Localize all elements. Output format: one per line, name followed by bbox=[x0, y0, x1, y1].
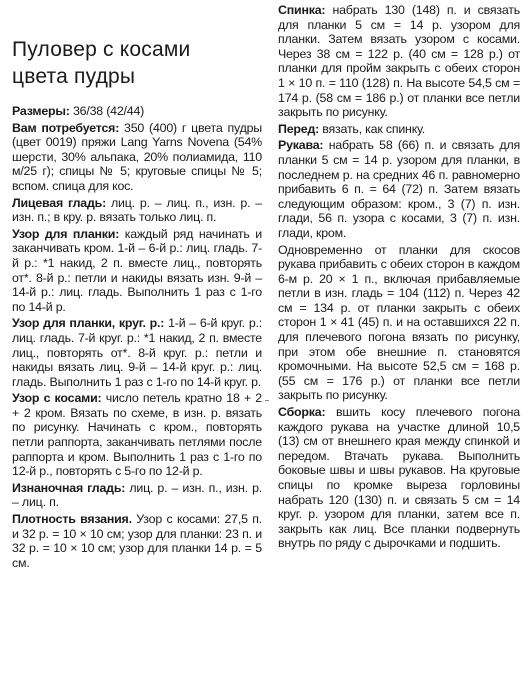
gauge-text: Узор с косами: 27,5 п. и 32 р. = 10 × 10 см; узор для планки: 23 п. и 32 р. = 10 × 10 см; узор для планки 14 р. = 5 см. bbox=[12, 512, 262, 570]
border-pattern-text: каждый ряд начинать и заканчивать кром. 1-й – 6-й р.: лиц. гладь. 7-й р.: *1 накид, 2 п. вместе лиц., повторять от*. 8-й р.: петли и накиды вязать изн. 9-й – 14-й р.: лиц. гладь. Выполнить 1 раз с 1-го по 14-й р. bbox=[12, 226, 262, 314]
front-label: Перед: bbox=[278, 121, 320, 136]
sizes-paragraph bbox=[12, 104, 262, 119]
sleeves-label: Рукава: bbox=[278, 138, 324, 153]
front-paragraph bbox=[278, 122, 520, 137]
border-pattern-label: Узор для планки: bbox=[12, 226, 120, 241]
border-pattern-paragraph bbox=[12, 227, 262, 315]
materials-text: 350 (400) г цвета пудры (цвет 0019) пряжи Lang Yarns Novena (54% шерсти, 30% альпака, 20% полиамида, 110 м/25 г); спицы № 5; круговые спицы № 5; вспом. спица для кос. bbox=[12, 120, 262, 193]
border-round-paragraph bbox=[12, 316, 262, 389]
back-paragraph bbox=[278, 3, 520, 120]
sizes-label: Размеры: bbox=[12, 104, 70, 118]
sleeves-paragraph bbox=[278, 138, 520, 240]
right-column bbox=[278, 0, 520, 551]
sleeves-shaping-text: Одновременно от планки для скосов рукава прибавить с обеих сторон в каждом 6-м р. 20 × 1 п., включая прибавляемые петли в изн. гладь = 104 (112) п. Через 42 см = 134 р. от планки закрыть с обеих сторон 1 × 41 (45) п. и на оставшихся 22 п. для плечевого погона вязать по рисунку, при этом обе внешние п. становятся кромочными. На высоте 52,5 см = 168 р. (55 см = 176 р.) от планки все петли закрыть по рисунку. bbox=[278, 242, 520, 403]
reverse-stockinette-paragraph bbox=[12, 481, 262, 510]
gauge-paragraph bbox=[12, 512, 262, 570]
assembly-paragraph bbox=[278, 405, 520, 551]
cable-pattern-label: Узор с косами: bbox=[12, 391, 102, 406]
gauge-label: Плотность вязания. bbox=[12, 512, 132, 527]
reverse-stockinette-label: Изнаночная гладь: bbox=[12, 480, 126, 495]
stockinette-label: Лицевая гладь: bbox=[12, 195, 107, 210]
assembly-label: Сборка: bbox=[278, 405, 326, 420]
title-line-1: Пуловер с косами bbox=[12, 38, 191, 61]
assembly-text: вшить косу плечевого погона каждого рукава на участке длиной 10,5 (13) см от внешнего края между спинкой и передом. Втачать рукава. Выполнить боковые швы и швы рукавов. На круговые спицы по кромке выреза горловины набрать 120 (130) п. и связать 5 см = 14 круг. р. узором для планки, затем все п. закрыть как лиц. Все планки подвернуть внутрь по ряду с дырочками и подшить. bbox=[278, 405, 520, 551]
stockinette-text: лиц. р. – лиц. п., изн. р. – изн. п.; в кру. р. вязать только лиц. п. bbox=[12, 195, 262, 225]
column-divider-mark bbox=[265, 400, 269, 401]
back-label: Спинка: bbox=[278, 3, 326, 17]
sleeves-shaping-paragraph bbox=[278, 243, 520, 404]
stockinette-paragraph bbox=[12, 196, 262, 225]
reverse-stockinette-text: лиц. р. – изн. п., изн. р. – лиц. п. bbox=[12, 480, 262, 510]
left-column bbox=[12, 0, 262, 570]
title-line-2: цвета пудры bbox=[12, 65, 136, 88]
sizes-text: 36/38 (42/44) bbox=[69, 104, 145, 118]
page-title bbox=[12, 0, 262, 90]
border-round-text: 1-й – 6-й круг. р.: лиц. гладь. 7-й круг. р.: *1 накид, 2 п. вместе лиц., повторять от*. 8-й круг. р.: петли и накиды вязать лиц. 9-й – 14-й круг. р.: лиц. гладь. Выполнить 1 раз с 1-го по 14-й круг. р. bbox=[12, 316, 262, 389]
sleeves-text: набрать 58 (66) п. и связать для планки 5 см = 14 р. узором для планки, в последнем р. на средних 46 п. равномерно прибавить 6 п. = 64 (72) п. Затем вязать следующим образом: кром., 3 (7) п. изн. глади, 56 п. узора с косами, 3 (7) п. изн. глади, кром. bbox=[278, 138, 520, 240]
materials-paragraph bbox=[12, 121, 262, 194]
front-text: вязать, как спинку. bbox=[319, 121, 426, 136]
back-text: набрать 130 (148) п. и связать для планки 5 см = 14 р. узором для планки. Затем вязать узором с косами. Через 38 см = 122 р. (40 см = 128 р.) от планки для пройм закрыть с обеих сторон 1 × 10 п. = 110 (128) п. На высоте 54,5 см = 174 р. (58 см = 186 р.) от планки все петли закрыть по рисунку. bbox=[278, 3, 520, 120]
materials-label: Вам потребуется: bbox=[12, 120, 120, 135]
cable-pattern-text: число петель кратно 18 + 2 + 2 кром. Вязать по схеме, в изн. р. вязать по рисунку. Начинать с кром., повторять петли раппорта, заканчивать петлями после раппорта и кром. Выполнить 1 раз с 1-го по 12-й р., повторять с 5-го по 12-й р. bbox=[12, 391, 262, 479]
cable-pattern-paragraph bbox=[12, 391, 262, 479]
border-round-label: Узор для планки, круг. р.: bbox=[12, 316, 165, 331]
